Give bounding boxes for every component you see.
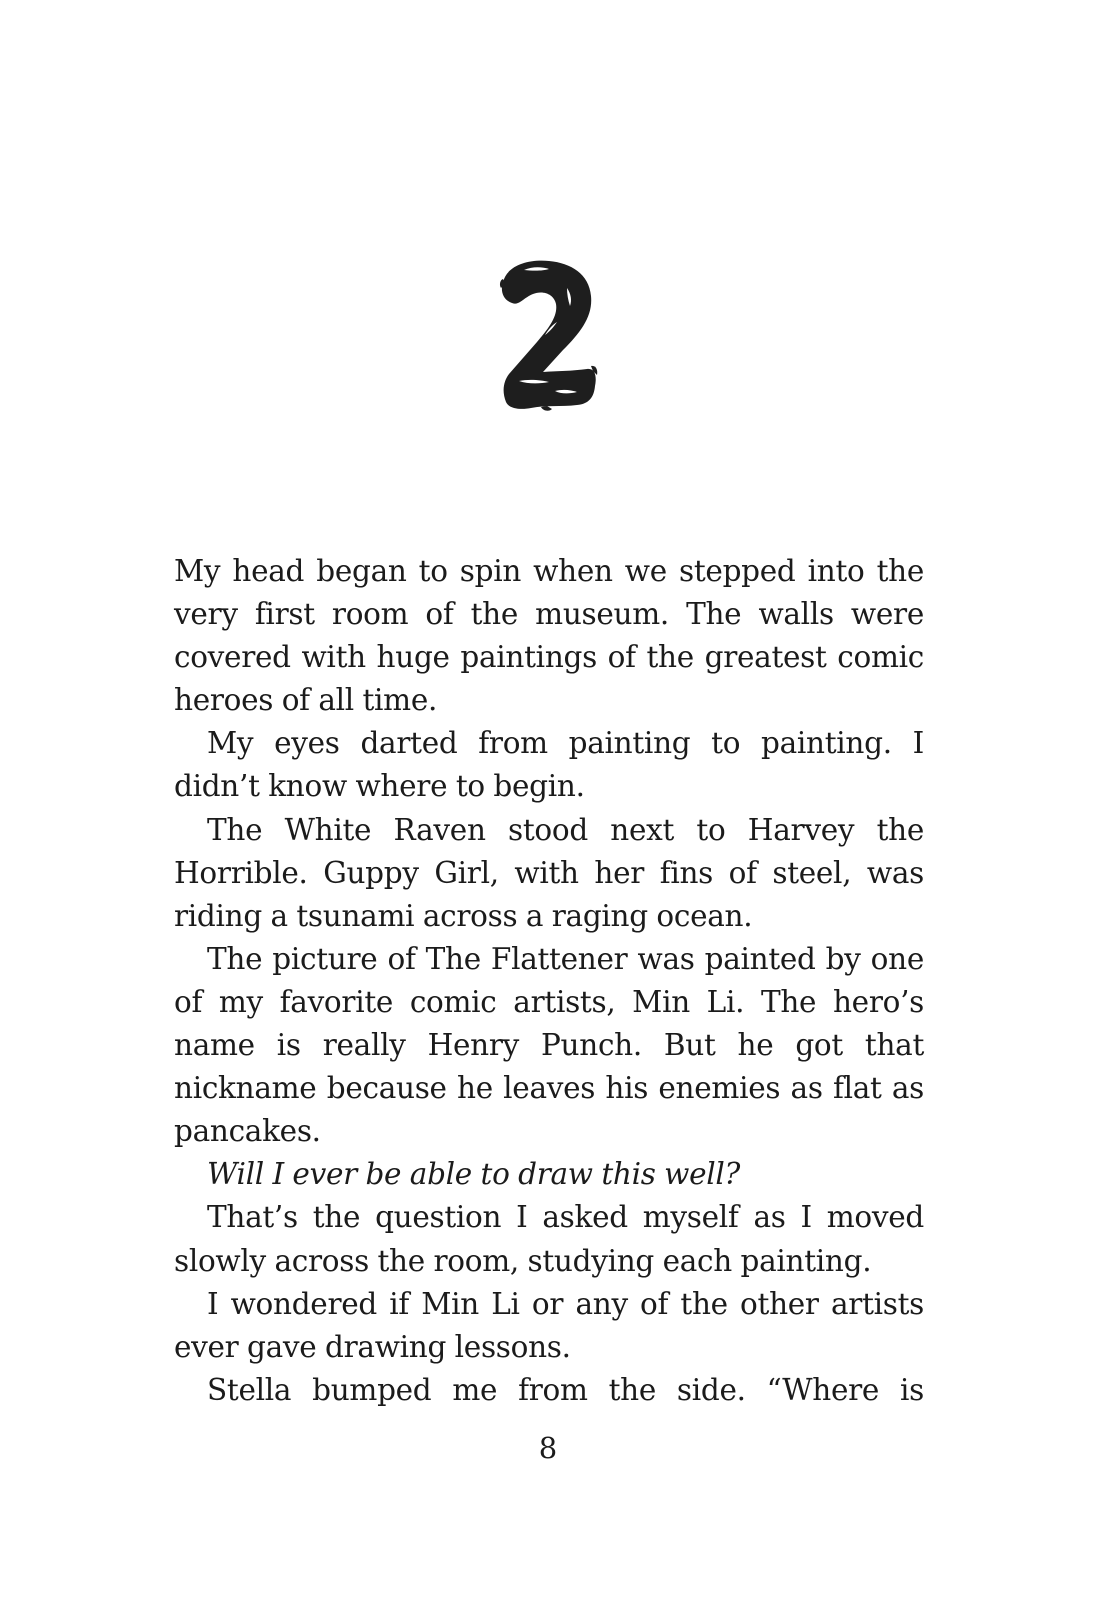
- paragraph: My eyes darted from painting to painting. I didn’t know where to begin.: [174, 726, 924, 804]
- chapter-number-two-glyph: [497, 258, 599, 412]
- italic-thought: Will I ever be able to draw this well?: [207, 1157, 741, 1192]
- paragraph: The picture of The Flattener was painted by one of my favorite comic artists, Min Li. The hero’s name is really Henry Punch. But he got that nickname because he leaves his enemies as flat as pancakes.: [174, 941, 924, 1149]
- body-text: [174, 550, 924, 1412]
- paragraph: Stella bumped me from the side. “Where is: [207, 1372, 924, 1407]
- paragraph: My head began to spin when we stepped into the very first room of the museum. The walls were covered with huge paintings of the greatest comic heroes of all time.: [174, 554, 924, 718]
- paragraph: The White Raven stood next to Harvey the Horrible. Guppy Girl, with her fins of steel, was riding a tsunami across a raging ocean.: [174, 812, 924, 933]
- chapter-number: [497, 258, 599, 412]
- paragraph: I wondered if Min Li or any of the other artists ever gave drawing lessons.: [174, 1286, 924, 1364]
- paragraph: That’s the question I asked myself as I moved slowly across the room, studying each painting.: [174, 1200, 924, 1278]
- page-number: 8: [538, 1431, 558, 1465]
